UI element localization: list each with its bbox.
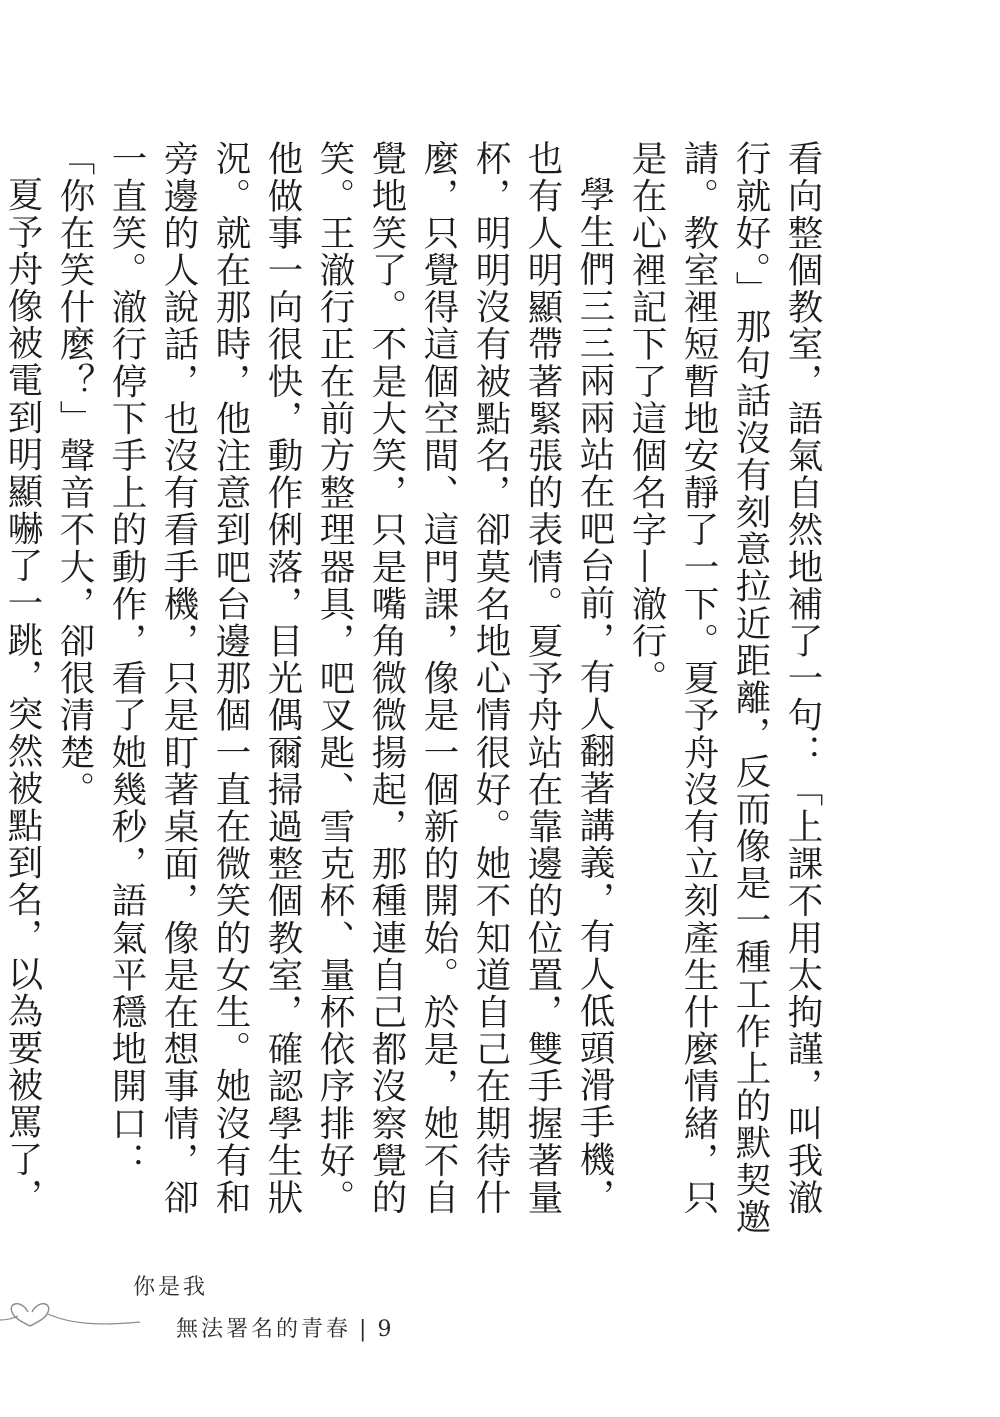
book-title-line-1: 你是我: [133, 1275, 209, 1300]
page-number: 9: [377, 1317, 395, 1342]
title-separator: |: [359, 1317, 370, 1342]
paragraph: 夏予舟像被電到明顯嚇了一跳，突然被點到名，以為要被罵了，: [2, 175, 43, 1215]
page-footer: [0, 1260, 420, 1380]
body-text: [0, 140, 828, 1240]
paragraph: 看向整個教室，語氣自然地補了一句：「上課不用太拘謹，叫我澈行就好。」那句話沒有刻意拉近距離，反而像是一種工作上的默契邀請。教室裡短暫地安靜了一下。夏予舟沒有立刻產生什麼情緒，只是在心裡記下了這個名字—澈行。: [626, 140, 823, 1236]
book-title-line-2: [176, 1312, 394, 1343]
book-title-text: 無法署名的青春: [176, 1317, 352, 1342]
paragraph: 學生們三三兩兩站在吧台前，有人翻著講義，有人低頭滑手機，也有人明顯帶著緊張的表情。夏予舟站在靠邊的位置，雙手握著量杯，明明沒有被點名，卻莫名地心情很好。她不知道自己在期待什麼，只覺得這個空間、這門課，像是一個新的開始。於是，她不自覺地笑了。不是大笑，只是嘴角微微揚起，那種連自己都沒察覺的笑。王澈行正在前方整理器具，吧叉匙、雪克杯、量杯依序排好。他做事一向很快，動作俐落，目光偶爾掃過整個教室，確認學生狀況。就在那時，他注意到吧台邊那個一直在微笑的女生。她沒有和旁邊的人說話，也沒有看手機，只是盯著桌面，像是在想事情，卻一直笑。澈行停下手上的動作，看了她幾秒，語氣平穩地開口：「你在笑什麼？」聲音不大，卻很清楚。: [54, 140, 615, 1216]
